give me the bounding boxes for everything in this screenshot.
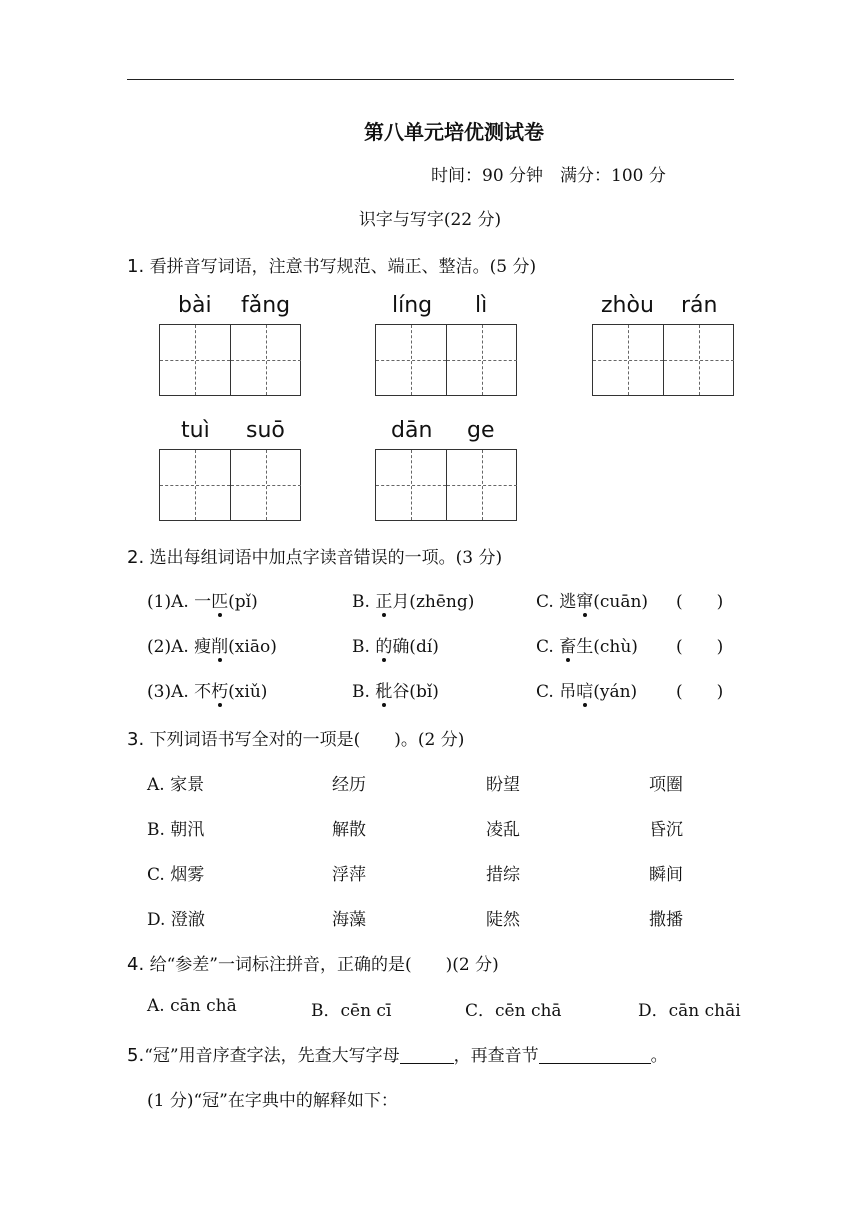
writing-grid[interactable] [375,324,517,396]
writing-cell[interactable] [376,450,447,520]
option-c: C. 逃窜(cuān) [536,587,648,612]
question-3 [127,725,464,750]
writing-grid[interactable] [375,449,517,521]
question-text: 看拼音写词语，注意书写规范、端正、整洁。(5 分) [149,257,537,277]
answer-parentheses[interactable]: ( ) [676,637,724,657]
word-option: 昏沉 [649,820,683,840]
pinyin-label: suō [246,418,285,443]
writing-cell[interactable] [447,325,517,395]
question-5-line-2: (1 分)“冠”在字典中的解释如下： [147,1091,398,1111]
fill-blank-letter[interactable] [400,1046,454,1064]
writing-grid[interactable] [159,449,301,521]
answer-parentheses[interactable]: ( ) [676,592,724,612]
word-option: 浮萍 [332,865,366,885]
pinyin-option: C．cēn chā [465,1001,562,1021]
question-number: 1. [127,256,145,277]
page-title: 第八单元培优测试卷 [364,120,544,144]
question-text: 下列词语书写全对的一项是( )。(2 分) [149,730,465,750]
word-option: 项圈 [649,775,683,795]
word-option: 撒播 [649,910,683,930]
word-option: 解散 [332,820,366,840]
question-text: “冠”用音序查字法，先查大写字母 [144,1046,400,1066]
pinyin-label: líng [392,293,433,318]
word-option: 盼望 [486,775,520,795]
pinyin-label: dān [391,418,433,443]
pinyin-label: rán [681,293,718,318]
question-number: 3. [127,729,145,750]
option-c: C. 吊唁(yán) [536,677,637,702]
fill-blank-syllable[interactable] [539,1046,651,1064]
word-option: D. 澄澈 [147,910,205,930]
writing-cell[interactable] [231,450,301,520]
option-b: B. 秕谷(bǐ) [352,677,439,702]
writing-grid[interactable] [159,324,301,396]
option-a: (3)A. 不朽(xiǔ) [147,677,267,702]
word-option: 措综 [486,865,520,885]
question-text: ，再查音节 [453,1046,539,1066]
pinyin-label: fǎng [241,293,291,318]
pinyin-label: zhòu [601,293,654,318]
pinyin-option: D．cān chāi [638,1001,741,1021]
writing-cell[interactable] [593,325,664,395]
question-text: 给“参差”一词标注拼音，正确的是( )(2 分) [149,955,499,975]
writing-cell[interactable] [447,450,517,520]
option-a: (1)A. 一匹(pǐ) [147,587,258,612]
writing-cell[interactable] [160,450,231,520]
section-heading: 识字与写字(22 分) [358,210,502,230]
option-c: C. 畜生(chù) [536,632,638,657]
pinyin-option: B．cēn cī [311,1001,392,1021]
question-number: 4. [127,954,145,975]
exam-meta: 时间：90 分钟 满分：100 分 [431,166,666,186]
word-option: 凌乱 [486,820,520,840]
word-option: 陡然 [486,910,520,930]
word-option: B. 朝汛 [147,820,205,840]
question-2 [127,543,502,568]
question-4 [127,950,499,975]
pinyin-option: A. cān chā [147,996,237,1016]
question-text: 。 [650,1046,668,1066]
question-text: 选出每组词语中加点字读音错误的一项。(3 分) [149,548,503,568]
pinyin-label: ge [467,418,495,443]
answer-parentheses[interactable]: ( ) [676,682,724,702]
question-number: 2. [127,547,145,568]
writing-cell[interactable] [376,325,447,395]
word-option: 瞬间 [649,865,683,885]
writing-cell[interactable] [664,325,734,395]
option-b: B. 的确(dí) [352,632,439,657]
word-option: 经历 [332,775,366,795]
question-number: 5. [127,1045,145,1066]
word-option: A. 家景 [147,775,205,795]
option-a: (2)A. 瘦削(xiāo) [147,632,277,657]
writing-cell[interactable] [160,325,231,395]
header-rule [127,79,734,80]
option-b: B. 正月(zhēng) [352,587,474,612]
pinyin-label: lì [475,293,488,318]
writing-grid[interactable] [592,324,734,396]
question-1 [127,252,536,277]
word-option: C. 烟雾 [147,865,205,885]
pinyin-label: tuì [181,418,210,443]
pinyin-label: bài [178,293,212,318]
question-5 [127,1041,668,1066]
writing-cell[interactable] [231,325,301,395]
word-option: 海藻 [332,910,366,930]
